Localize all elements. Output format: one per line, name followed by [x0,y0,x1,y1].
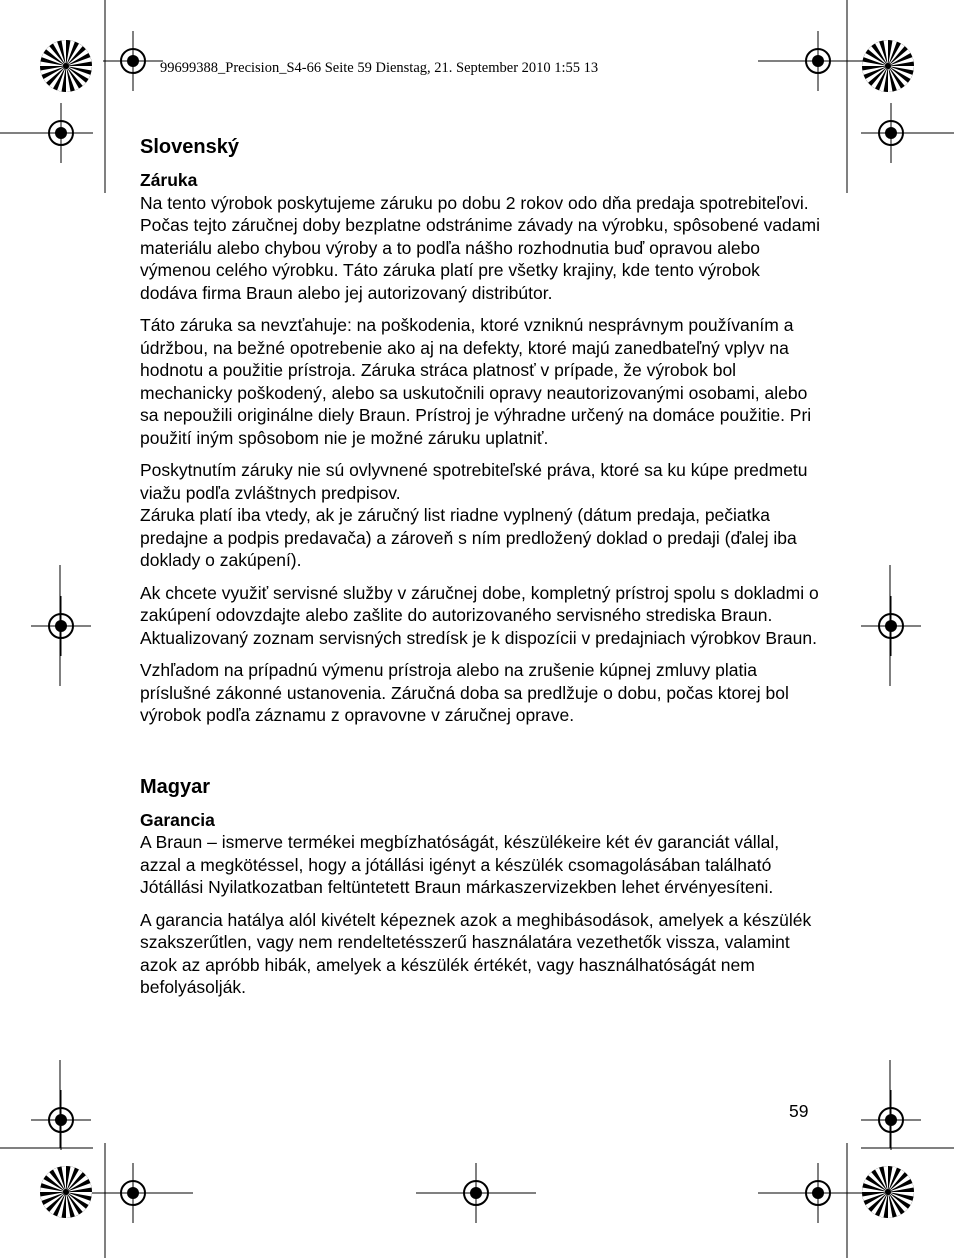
page-content [140,133,820,999]
star-target-mark [862,1166,914,1218]
subtitle-zaruka: Záruka [140,170,198,190]
registration-mark [861,1090,921,1150]
registration-mark [31,103,91,163]
paragraph: Vzhľadom na prípadnú výmenu prístroja alebo na zrušenie kúpnej zmluvy platia príslušné zákonné ustanovenia. Záručná doba sa predlžuje o dobu, počas ktorej bol výrobok podľa záznamu z opravovne v záručnej oprave. [140,660,789,725]
paragraph: Poskytnutím záruky nie sú ovlyvnené spotrebiteľské práva, ktoré sa ku kúpe predmetu viažu podľa zvláštnych predpisov. Záruka platí iba vtedy, ak je záručný list riadne vyplnený (dátum predaja, pečiatka predajne a podpis predavača) a zároveň s ním predložený doklad o predaji (ďalej iba doklady o zakúpení). [140,460,808,570]
registration-mark [861,596,921,656]
subtitle-garancia: Garancia [140,809,215,830]
star-target-mark [862,40,914,92]
section-title-hungarian: Magyar [140,775,211,798]
print-header-line: 99699388_Precision_S4-66 Seite 59 Dienstag, 21. September 2010 1:55 13 [160,60,599,76]
registration-mark [861,103,921,163]
paragraph: Na tento výrobok poskytujeme záruku po dobu 2 rokov odo dňa predaja spotrebiteľovi. Počas tejto záručnej doby bezplatne odstránime závady na výrobku, spôsobené vadami materiálu alebo chybou výroby a to podľa nášho rozhodnutia buď opravou alebo výmenou celého výrobku. Táto záruka platí pre všetky krajiny, kde tento výrobok dodáva firma Braun alebo jej autorizovaný distribútor. [140,192,820,303]
section-title-slovak: Slovenský [140,136,239,158]
star-target-mark [40,1166,92,1218]
paragraph: A garancia hatálya alól kivételt képeznek azok a meghibásodások, amelyek a készülék szakszerűtlen, vagy nem rendeltetésszerű használatára vezethetők vissza, valamint azok az apróbb hibák, amelyek a készülék értékét, vagy használhatóságát nem befolyásolják. [140,909,812,997]
paragraph: Ak chcete využiť servisné služby v záručnej dobe, kompletný prístroj spolu s dokladmi o zakúpení odovzdajte alebo zašlite do autorizovaného servisného strediska Braun. Aktualizovaný zoznam servisných stredísk je k dispozícii v predajniach výrobkov Braun. [140,582,819,648]
star-target-mark [40,40,92,92]
registration-mark [31,596,91,656]
paragraph: A Braun – ismerve termékei megbízhatóságát, készülékeire két év garanciát vállal, azzal a megkötéssel, hogy a jótállási igényt a készülék csomagolásában található Jótállási Nyilatkozatban feltüntetett Braun márkaszervizekben lehet érvényesíteni. [140,832,780,897]
paragraph: Táto záruka sa nevzťahuje: na poškodenia, ktoré vzniknú nesprávnym používaním a údržbou, na bežné opotrebenie ako aj na defekty, ktoré majú zanedbateľný vplyv na hodnotu a použitie prístroja. Záruka stráca platnosť v prípade, že výrobok bol mechanicky poškodený, alebo sa uskutočnili opravy neautorizovanými osobami, alebo sa nepoužili originálne diely Braun. Prístroj je výhradne určený na domáce použitie. Pri použití iným spôsobom nie je možné záruku uplatniť. [140,315,812,448]
section-hungarian [140,773,820,999]
page-number: 59 [789,1101,809,1121]
section-slovak [140,133,820,727]
registration-mark [31,1090,91,1150]
registration-mark [103,31,163,91]
